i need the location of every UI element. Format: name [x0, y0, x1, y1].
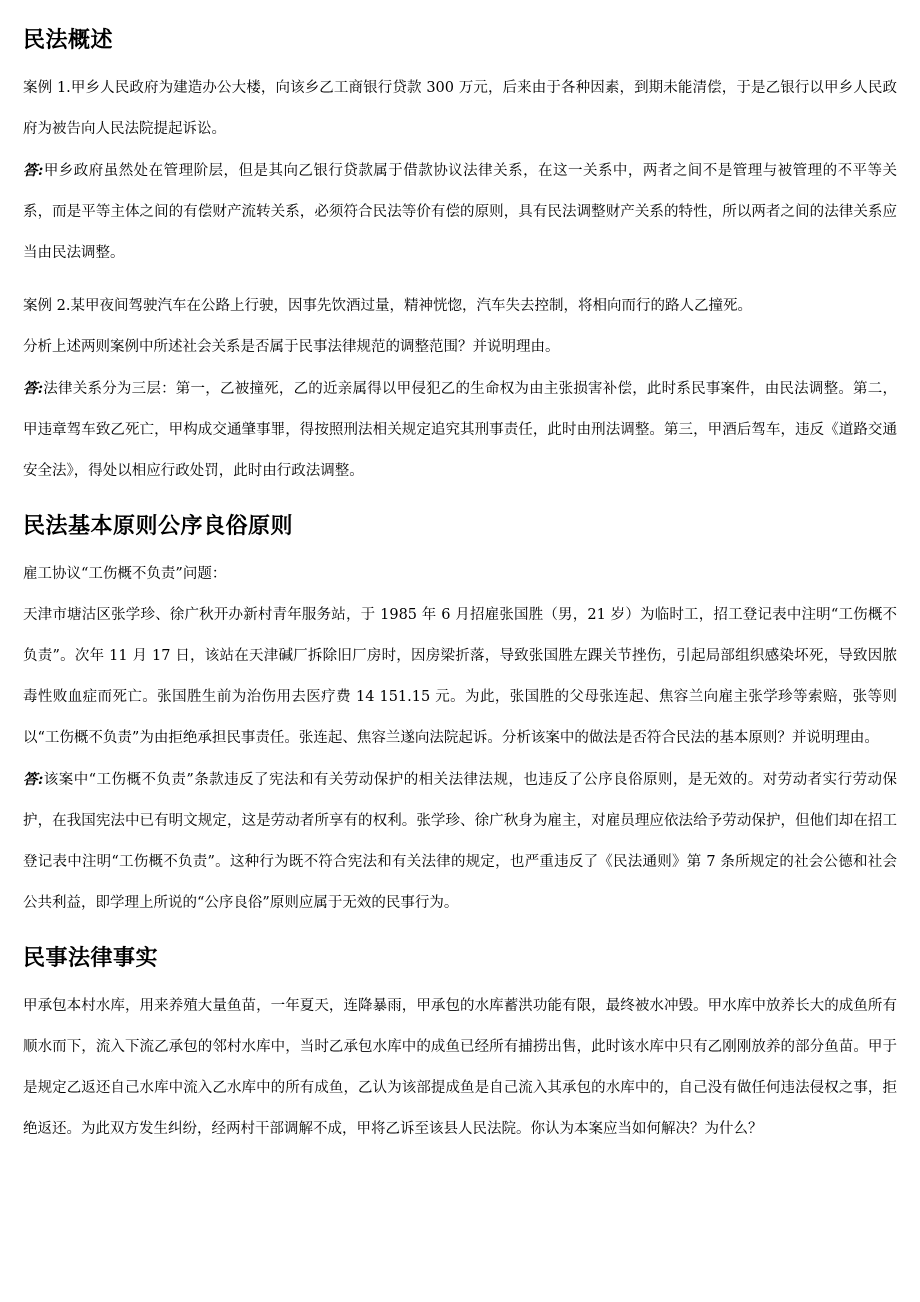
- case-1-paragraph: 案例 1.甲乡人民政府为建造办公大楼，向该乡乙工商银行贷款 300 万元，后来由于各种因素，到期未能清偿，于是乙银行以甲乡人民政府为被告向人民法院提起诉讼。: [23, 80, 897, 137]
- answer-paragraph: [23, 759, 897, 924]
- section-civil-law-overview: [23, 26, 897, 492]
- answer-label: 答:: [23, 162, 44, 179]
- answer-text: 该案中“工伤概不负责”条款违反了宪法和有关劳动保护的相关法律法规，也违反了公序良俗原则，是无效的。对劳动者实行劳动保护，在我国宪法中已有明文规定，这是劳动者所享有的权利。张学珍、徐广秋身为雇主，对雇员理应依法给予劳动保护，但他们却在招工登记表中注明“工伤概不负责”。这种行为既不符合宪法和有关法律的规定，也严重违反了《民法通则》第 7 条所规定的社会公德和社会公共利益，即学理上所说的“公序良俗”原则应属于无效的民事行为。: [23, 772, 897, 911]
- question-paragraph: 分析上述两则案例中所述社会关系是否属于民事法律规范的调整范围？并说明理由。: [23, 339, 560, 355]
- answer-paragraph: [23, 150, 897, 274]
- answer-label: 答:: [23, 380, 44, 397]
- section-heading: 民事法律事实: [23, 946, 159, 971]
- answer-paragraph: [23, 368, 897, 492]
- case-body-paragraph: 甲承包本村水库，用来养殖大量鱼苗，一年夏天，连降暴雨，甲承包的水库蓄洪功能有限，最终被水冲毁。甲水库中放养长大的成鱼所有顺水而下，流入下流乙承包的邻村水库中，当时乙承包水库中的成鱼已经所有捕捞出售，此时该水库中只有乙刚刚放养的部分鱼苗。甲于是规定乙返还自己水库中流入乙水库中的所有成鱼，乙认为该部提成鱼是自己流入其承包的水库中的，自己没有做任何违法侵权之事，拒绝返还。为此双方发生纠纷，经两村干部调解不成，甲将乙诉至该县人民法院。你认为本案应当如何解决？为什么？: [23, 998, 897, 1137]
- case-body-paragraph: 天津市塘沽区张学珍、徐广秋开办新村青年服务站，于 1985 年 6 月招雇张国胜（男，21 岁）为临时工，招工登记表中注明“工伤概不负责”。次年 11 月 17 日，该站在天津碱厂拆除旧厂房时，因房梁折落，导致张国胜左踝关节挫伤，引起局部组织感染坏死，导致因脓毒性败血症而死亡。张国胜生前为治伤用去医疗费 14 151.15 元。为此，张国胜的父母张连起、焦容兰向雇主张学珍等索赔，张等则以“工伤概不负责”为由拒绝承担民事责任。张连起、焦容兰遂向法院起诉。分析该案中的做法是否符合民法的基本原则？并说明理由。: [23, 607, 897, 746]
- section-legal-facts: [23, 944, 897, 1150]
- section-public-order-principle: [23, 512, 897, 924]
- section-heading: 民法基本原则公序良俗原则: [23, 514, 294, 539]
- section-heading: 民法概述: [23, 28, 114, 53]
- answer-label: 答:: [23, 771, 44, 788]
- answer-text: 法律关系分为三层：第一，乙被撞死，乙的近亲属得以甲侵犯乙的生命权为由主张损害补偿，此时系民事案件，由民法调整。第二，甲违章驾车致乙死亡，甲构成交通肇事罪，得按照刑法相关规定追究其刑事责任，此时由刑法调整。第三，甲酒后驾车，违反《道路交通安全法》，得处以相应行政处罚，此时由行政法调整。: [23, 381, 897, 479]
- case-title-paragraph: 雇工协议“工伤概不负责”问题：: [23, 566, 227, 582]
- answer-text: 甲乡政府虽然处在管理阶层，但是其向乙银行贷款属于借款协议法律关系，在这一关系中，两者之间不是管理与被管理的不平等关系，而是平等主体之间的有偿财产流转关系，必须符合民法等价有偿的原则，具有民法调整财产关系的特性，所以两者之间的法律关系应当由民法调整。: [23, 163, 898, 261]
- case-2-paragraph: 案例 2.某甲夜间驾驶汽车在公路上行驶，因事先饮酒过量，精神恍惚，汽车失去控制，将相向而行的路人乙撞死。: [23, 298, 752, 314]
